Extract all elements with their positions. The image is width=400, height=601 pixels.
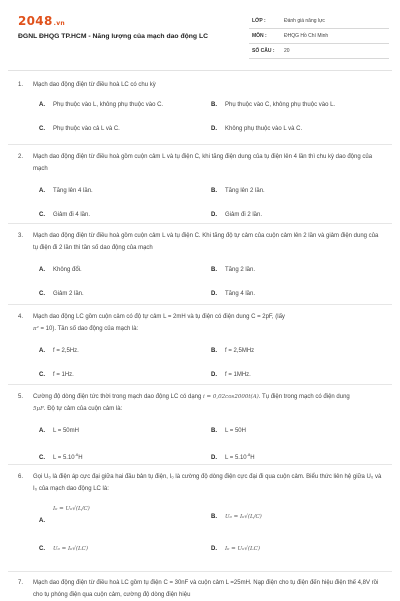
page-header xyxy=(0,0,400,70)
option-a[interactable]: I₀ = U₀√(L/C) A. xyxy=(39,506,90,524)
option-d[interactable]: D. I₀ = U₀√(LC) xyxy=(211,546,260,552)
question-3: 3. Mạch dao động điện từ điều hoà gồm cuộn cảm L và tụ điện C. Khi tăng độ tự cảm của cuộn cảm lên 2 lần và giảm điện dung của tụ điện đi 2 lần thì tần số dao động của mạch A. Không đổi. B. Tăng 2 lần. C. Giảm 2 lần. D. Tăng 4 lần. xyxy=(18,230,382,306)
question-5: 5. Cường độ dòng điện tức thời trong mạch dao động LC có dạng i = 0,02cos2000t(A). Tụ điện trong mạch có điện dung 5μF. Độ tự cảm của cuộn cảm là: A. L = 50mH B. L = 50H C. $L = 5.10^{-6}H$ D. $L = 5.10^{-8}H$ xyxy=(18,391,382,467)
option-b[interactable]: B. Tăng 2 lần. xyxy=(211,267,256,273)
question-separator xyxy=(8,384,392,385)
question-7: 7. Mạch dao động điện từ điều hoà LC gồm tụ điện C = 30nF và cuộn cảm L =25mH. Nạp điện cho tụ điện đến hiệu điện thế 4,8V rồi cho tụ phóng điện qua cuộn cảm, cường độ dòng điện hiệu xyxy=(18,577,382,601)
option-d[interactable]: D. Không phụ thuộc vào L và C. xyxy=(211,126,303,132)
question-separator xyxy=(8,144,392,145)
question-4: 4. Mạch dao động LC gồm cuộn cảm có độ tự cảm L = 2mH và tụ điện có điện dung C = 2pF, (lấy π² = 10). Tần số dao động của mạch là: A. f = 2,5Hz. B. f = 2,5MHz C. f = 1Hz. D. f = 1MHz. xyxy=(18,311,382,387)
options xyxy=(18,419,382,467)
meta-row-count: SỐ CÂU : 20 xyxy=(249,44,389,59)
question-1: 1. Mạch dao động điện từ điều hoà LC có chu kỳ A. Phụ thuộc vào L, không phụ thuộc vào C. B. Phụ thuộc vào C, không phụ thuộc vào L. C. Phụ thuộc vào cả L và C. D. Không phụ thuộc vào L và C. xyxy=(18,79,382,143)
option-b[interactable]: B. f = 2,5MHz xyxy=(211,348,255,354)
question-stem: Mạch dao động điện từ điều hoà LC gồm tụ điện C = 30nF và cuộn cảm L =25mH. Nạp điện cho tụ điện đến hiệu điện thế 4,8V rồi cho tụ phóng điện qua cuộn cảm, cường độ dòng điện hiệu xyxy=(33,580,379,598)
question-stem: Mạch dao động điện từ điều hoà LC có chu kỳ xyxy=(33,82,156,88)
meta-table xyxy=(249,14,389,59)
options xyxy=(18,499,382,565)
current-equation: i = 0,02cos2000t(A) xyxy=(203,394,259,400)
option-d[interactable]: D. f = 1MHz. xyxy=(211,372,251,378)
options xyxy=(18,179,382,227)
question-stem: Cường độ dòng điện tức thời trong mạch dao động LC có dạng i = 0,02cos2000t(A). Tụ điện trong mạch có điện dung 5μF. Độ tự cảm của cuộn cảm là: xyxy=(33,394,350,412)
option-a[interactable]: A. Tăng lên 4 lần. xyxy=(39,188,93,194)
question-stem: Mạch dao động LC gồm cuộn cảm có độ tự cảm L = 2mH và tụ điện có điện dung C = 2pF, (lấy π² = 10). Tần số dao động của mạch là: xyxy=(33,314,285,332)
question-2: 2. Mạch dao động điện từ điều hoà gồm cuộn cảm L và tụ điện C, khi tăng điện dung của tụ điện lên 4 lần thì chu kỳ dao động của mạch A. Tăng lên 4 lần. B. Tăng lên 2 lần. C. Giảm đi 4 lần. D. Giảm đi 2 lần. xyxy=(18,151,382,227)
option-b[interactable]: B. Tăng lên 2 lần. xyxy=(211,188,265,194)
option-d[interactable]: D. Giảm đi 2 lần. xyxy=(211,212,263,218)
pi-squared: π² xyxy=(33,326,39,332)
options xyxy=(18,95,382,143)
question-separator xyxy=(8,464,392,465)
capacitance-value: 5μF xyxy=(33,406,44,412)
option-b[interactable]: B. U₀ = I₀√(L/C) xyxy=(211,514,262,520)
option-b[interactable]: B. Phụ thuộc vào C, không phụ thuộc vào L. xyxy=(211,102,336,108)
option-c[interactable]: C. Phụ thuộc vào cả L và C. xyxy=(39,126,120,132)
option-a[interactable]: A. f = 2,5Hz. xyxy=(39,348,79,354)
question-6: 6. Gọi U₀ là điện áp cực đại giữa hai đầu bản tụ điện, I₀ là cường độ dòng điện cực đại đi qua cuộn cảm. Biểu thức liên hệ giữa U₀ và I₀ của mạch dao động LC là: I₀ = U₀√(L/C) A. B. U₀ = I₀√(L/C) C. U₀ = I₀√(LC) D. I₀ = U₀√(LC) xyxy=(18,471,382,565)
option-a[interactable]: A. Phụ thuộc vào L, không phụ thuộc vào C. xyxy=(39,102,164,108)
option-a[interactable]: A. Không đổi. xyxy=(39,267,82,273)
question-separator xyxy=(8,571,392,572)
option-b[interactable]: B. L = 50H xyxy=(211,428,246,434)
option-c[interactable]: C. U₀ = I₀√(LC) xyxy=(39,546,88,552)
options xyxy=(18,258,382,306)
question-stem: Gọi U₀ là điện áp cực đại giữa hai đầu bản tụ điện, I₀ là cường độ dòng điện cực đại đi qua cuộn cảm. Biểu thức liên hệ giữa U₀ và I₀ của mạch dao động LC là: xyxy=(33,474,382,492)
option-c[interactable]: C. Giảm đi 4 lần. xyxy=(39,212,91,218)
question-separator xyxy=(8,223,392,224)
option-c[interactable]: C. Giảm 2 lần. xyxy=(39,291,84,297)
header-divider xyxy=(8,70,392,71)
meta-row-class: LỚP : Đánh giá năng lực xyxy=(249,14,389,29)
meta-row-subject: MÔN : ĐHQG Hồ Chí Minh xyxy=(249,29,389,44)
question-separator xyxy=(8,304,392,305)
page-title: ĐGNL ĐHQG TP.HCM - Năng lượng của mạch dao động LC xyxy=(18,33,209,40)
options xyxy=(18,339,382,387)
question-stem: Mạch dao động điện từ điều hoà gồm cuộn cảm L và tụ điện C, khi tăng điện dung của tụ điện lên 4 lần thì chu kỳ dao động của mạch xyxy=(33,154,373,172)
site-logo[interactable]: 2048.vn xyxy=(18,14,65,28)
option-a[interactable]: A. L = 50mH xyxy=(39,428,79,434)
option-c[interactable]: C. f = 1Hz. xyxy=(39,372,74,378)
option-d[interactable]: D. $L = 5.10^{-8}H$ xyxy=(211,452,255,461)
option-c[interactable]: C. $L = 5.10^{-6}H$ xyxy=(39,452,83,461)
question-stem: Mạch dao động điện từ điều hoà gồm cuộn cảm L và tụ điện C. Khi tăng độ tự cảm của cuộn cảm lên 2 lần và giảm điện dung của tụ điện đi 2 lần thì tần số dao động của mạch xyxy=(33,233,379,251)
option-d[interactable]: D. Tăng 4 lần. xyxy=(211,291,256,297)
